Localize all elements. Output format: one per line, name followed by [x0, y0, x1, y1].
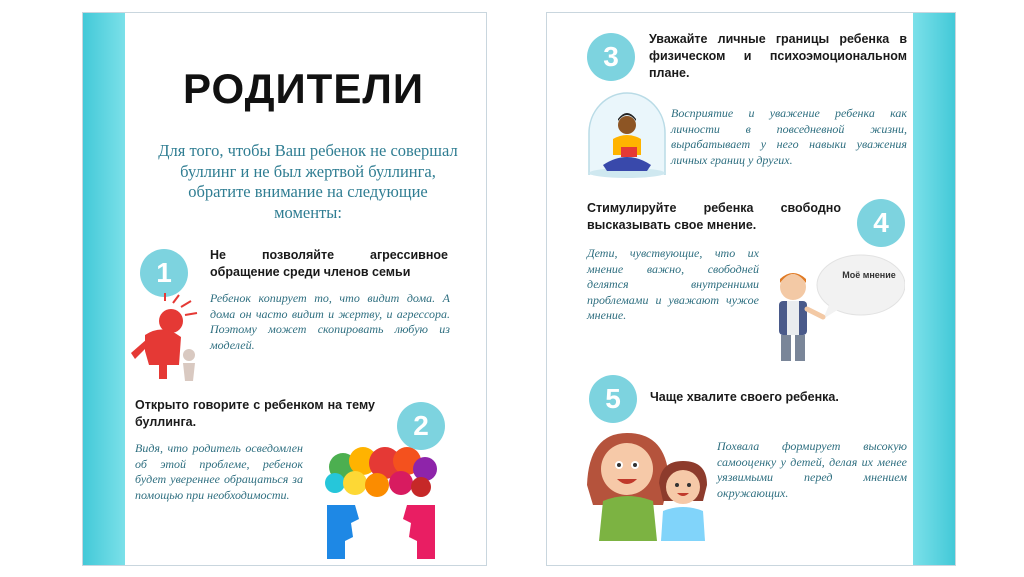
item-3-heading: Уважайте личные границы ребенка в физическом и психоэмоциональном плане.: [649, 32, 907, 80]
opinion-bubble-text: Моё мнение: [842, 270, 896, 280]
number-badge-4: 4: [857, 199, 905, 247]
item-2-heading: Открыто говорите с ребенком на тему буллинга.: [135, 398, 375, 429]
item-3-text: Восприятие и уважение ребенка как личности в повседневной жизни, вырабатывает у него навыки уважения личных границ у других.: [671, 106, 907, 167]
mother-daughter-icon: [583, 425, 719, 545]
item-4-heading: Стимулируйте ребенка свободно высказывать свое мнение.: [587, 201, 841, 232]
item-1-heading: Не позволяйте агрессивное обращение среди членов семьи: [210, 248, 448, 279]
item-1-text: Ребенок копирует то, что видит дома. А дома он часто видит и жертву, и агрессора. Поэтому может скопировать любую из моделей.: [210, 291, 450, 352]
number-badge-3: 3: [587, 33, 635, 81]
speech-heads-icon: [315, 443, 445, 561]
girl-dome-icon: [583, 89, 671, 179]
right-accent-stripe: [913, 13, 955, 565]
item-4-text: Дети, чувствующие, что их мнение важно, свободней делятся внутренними проблемами и уважают чужое мнение.: [587, 246, 759, 323]
intro-text: Для того, чтобы Ваш ребенок не совершал буллинг и не был жертвой буллинга, обратите внимание на следующие моменты:: [158, 141, 458, 222]
number-badge-2: 2: [397, 402, 445, 450]
page-right: [546, 12, 956, 566]
page-title: РОДИТЕЛИ: [183, 65, 425, 112]
number-badge-1: 1: [140, 249, 188, 297]
item-5-text: Похвала формирует высокую самооценку у детей, делая их менее уязвимыми перед мнением окружающих.: [717, 439, 907, 500]
item-5-heading: Чаще хвалите своего ребенка.: [650, 390, 839, 404]
number-badge-5: 5: [589, 375, 637, 423]
left-accent-stripe: [83, 13, 125, 565]
item-2-text: Видя, что родитель осведомлен об этой проблеме, ребенок будет увереннее обращаться за помощью при необходимости.: [135, 441, 303, 502]
angry-person-icon: [123, 293, 203, 388]
page-left: [82, 12, 487, 566]
